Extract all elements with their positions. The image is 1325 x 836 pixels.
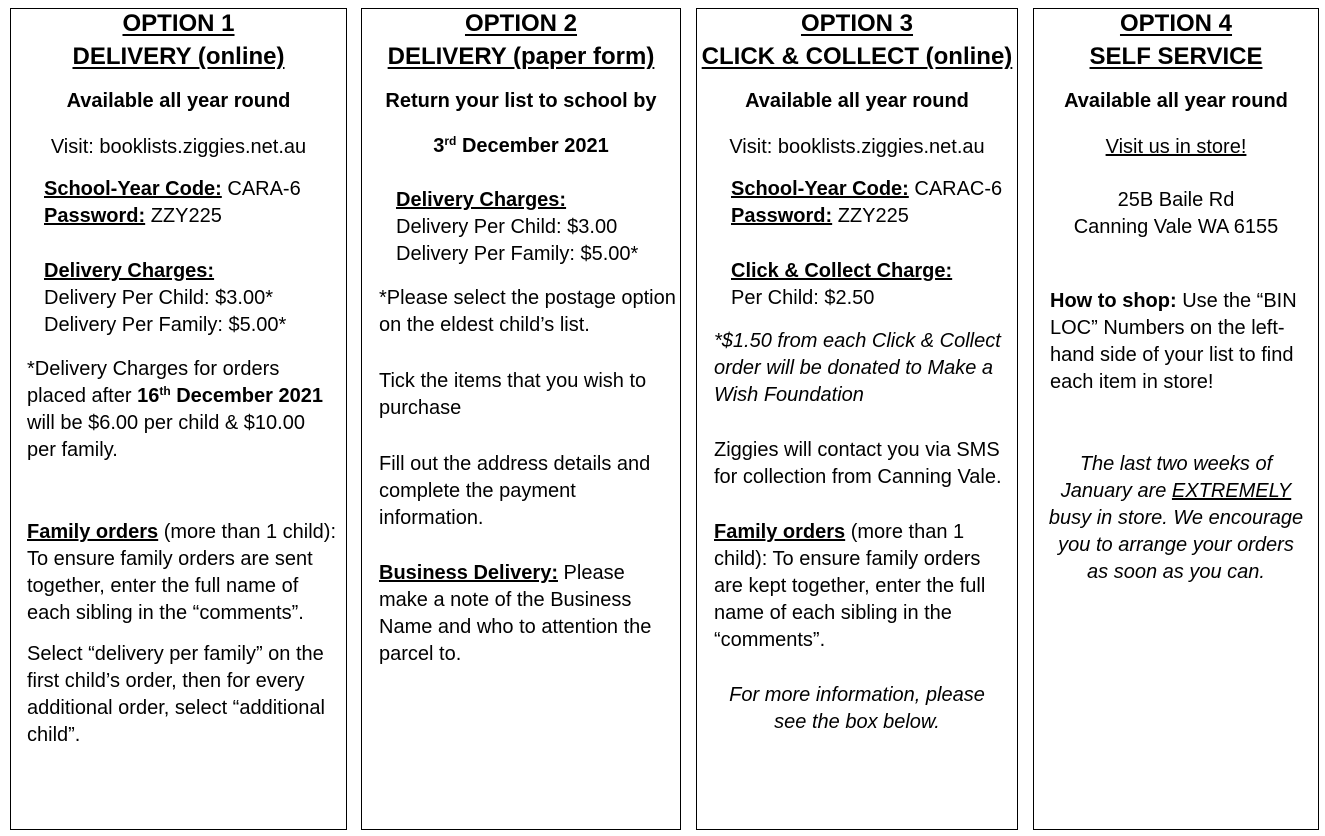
- option-2-subtitle: DELIVERY (paper form): [387, 43, 655, 70]
- option-3-donate-line-1: *$1.50 from each Click & Collect: [714, 330, 1001, 352]
- option-3-subtitle: CLICK & COLLECT (online): [701, 43, 1013, 70]
- option-4-title: OPTION 4: [1119, 10, 1233, 37]
- option-2-business-line-3: Name and who to attention the: [379, 616, 652, 638]
- option-3-charge-label: Click & Collect Charge:: [731, 260, 953, 282]
- option-2-business-line-4: parcel to.: [379, 643, 462, 665]
- option-1-password-line: [44, 203, 222, 230]
- option-4-how-line-1: [1050, 288, 1297, 315]
- option-4-busy-line-1: The last two weeks of: [1079, 453, 1273, 475]
- option-3-family-line-1: [714, 519, 964, 546]
- option-3-family-line-3: are kept together, enter the full: [714, 575, 986, 597]
- option-2-deadline-date: December 2021: [456, 135, 609, 157]
- option-2-return-line: Return your list to school by: [385, 90, 657, 112]
- option-2-business-line-1: [379, 560, 625, 587]
- option-3-password-label: Password:: [731, 205, 833, 227]
- option-1-charges-label: Delivery Charges:: [44, 260, 215, 282]
- option-1-visit-url: Visit: booklists.ziggies.net.au: [50, 136, 307, 158]
- option-1-late-line-2: [27, 383, 323, 410]
- option-3-password-value: ZZY225: [832, 205, 909, 227]
- option-1-per-child: Delivery Per Child: $3.00*: [44, 287, 273, 309]
- option-4-subtitle: SELF SERVICE: [1089, 43, 1263, 70]
- option-3-family-text: (more than 1: [845, 521, 965, 543]
- option-3-code-line: [731, 176, 1002, 203]
- option-1-per-family: Delivery Per Family: $5.00*: [44, 314, 287, 336]
- option-4-how-line-4: each item in store!: [1050, 371, 1214, 393]
- option-1-late-date: December 2021: [170, 385, 323, 407]
- option-2-tick-line-1: Tick the items that you wish to: [379, 370, 647, 392]
- option-4-address-line-2: Canning Vale WA 6155: [1073, 216, 1279, 238]
- option-1-late-line-1: *Delivery Charges for orders: [27, 358, 280, 380]
- option-3-visit-url: Visit: booklists.ziggies.net.au: [729, 136, 985, 158]
- option-1-family-line-3: together, enter the full name of: [27, 575, 299, 597]
- option-4-availability: Available all year round: [1064, 90, 1288, 112]
- option-3-family-line-2: child): To ensure family orders: [714, 548, 981, 570]
- option-3-family-line-4: name of each sibling in the: [714, 602, 952, 624]
- option-1-code-line: [44, 176, 301, 203]
- option-1-title: OPTION 1: [122, 10, 235, 37]
- option-3-family-label: Family orders: [714, 521, 846, 543]
- option-1-late-day: 16: [137, 385, 160, 407]
- option-1-select-line-2: first child’s order, then for every: [27, 670, 305, 692]
- option-2-per-family: Delivery Per Family: $5.00*: [396, 243, 639, 265]
- option-2-postage-line-1: *Please select the postage option: [379, 287, 676, 309]
- option-1-select-line-3: additional order, select “additional: [27, 697, 325, 719]
- option-3-info-line-1: For more information, please: [729, 684, 985, 706]
- option-3-donate-line-2: order will be donated to Make a: [714, 357, 994, 379]
- option-4-panel: [1033, 8, 1319, 830]
- option-1-select-line-4: child”.: [27, 724, 81, 746]
- option-2-fill-line-3: information.: [379, 507, 484, 529]
- option-2-deadline: [361, 133, 681, 160]
- option-3-title: OPTION 3: [800, 10, 914, 37]
- option-2-deadline-sup: rd: [444, 134, 457, 148]
- option-1-password-label: Password:: [44, 205, 146, 227]
- option-1-late-line-3: will be $6.00 per child & $10.00: [27, 412, 305, 434]
- option-1-select-line-1: Select “delivery per family” on the: [27, 643, 324, 665]
- option-3-code-value: CARAC-6: [908, 178, 1003, 200]
- option-4-visit-store: Visit us in store!: [1105, 136, 1247, 158]
- option-4-how-line-3: hand side of your list to find: [1050, 344, 1294, 366]
- option-4-how-label: How to shop:: [1050, 290, 1177, 312]
- option-4-busy-line-4: you to arrange your orders: [1058, 534, 1294, 556]
- option-2-per-child: Delivery Per Child: $3.00: [396, 216, 618, 238]
- option-1-code-label: School-Year Code:: [44, 178, 222, 200]
- option-4-busy-line-3: busy in store. We encourage: [1048, 507, 1304, 529]
- option-1-family-line-1: [27, 519, 336, 546]
- option-1-late-sup: th: [159, 384, 171, 398]
- option-2-business-label: Business Delivery:: [379, 562, 558, 584]
- option-3-sms-line-2: for collection from Canning Vale.: [714, 466, 1002, 488]
- option-3-code-label: School-Year Code:: [731, 178, 909, 200]
- option-2-business-text: Please: [557, 562, 625, 584]
- option-4-address-line-1: 25B Baile Rd: [1117, 189, 1235, 211]
- option-1-family-label: Family orders: [27, 521, 159, 543]
- option-3-sms-line-1: Ziggies will contact you via SMS: [714, 439, 1000, 461]
- option-2-title: OPTION 2: [464, 10, 578, 37]
- option-2-charges-label: Delivery Charges:: [396, 189, 567, 211]
- option-1-family-line-4: each sibling in the “comments”.: [27, 602, 304, 624]
- option-1-family-line-2: To ensure family orders are sent: [27, 548, 313, 570]
- option-3-per-child: Per Child: $2.50: [731, 287, 875, 309]
- option-3-donate-line-3: Wish Foundation: [714, 384, 864, 406]
- option-1-family-text: (more than 1 child):: [158, 521, 337, 543]
- option-2-postage-line-2: on the eldest child’s list.: [379, 314, 590, 336]
- option-2-business-line-2: make a note of the Business: [379, 589, 632, 611]
- option-1-password-value: ZZY225: [145, 205, 222, 227]
- option-1-code-value: CARA-6: [221, 178, 301, 200]
- option-1-subtitle: DELIVERY (online): [72, 43, 285, 70]
- option-4-how-line-2: LOC” Numbers on the left-: [1050, 317, 1285, 339]
- option-1-late-line-4: per family.: [27, 439, 118, 461]
- option-1-availability: Available all year round: [66, 90, 291, 112]
- option-1-late-text: placed after: [27, 385, 138, 407]
- option-3-family-line-5: “comments”.: [714, 629, 826, 651]
- option-4-busy-line-5: as soon as you can.: [1087, 561, 1265, 583]
- option-2-deadline-day: 3: [433, 135, 445, 157]
- option-3-password-line: [731, 203, 909, 230]
- option-4-busy-text: January are: [1060, 480, 1172, 502]
- option-3-info-line-2: see the box below.: [774, 711, 940, 733]
- option-2-fill-line-2: complete the payment: [379, 480, 576, 502]
- option-4-busy-line-2: [1033, 478, 1319, 505]
- option-4-busy-emphasis: EXTREMELY: [1171, 480, 1292, 502]
- option-3-availability: Available all year round: [745, 90, 969, 112]
- option-4-how-text: Use the “BIN: [1176, 290, 1297, 312]
- option-2-tick-line-2: purchase: [379, 397, 462, 419]
- option-2-fill-line-1: Fill out the address details and: [379, 453, 651, 475]
